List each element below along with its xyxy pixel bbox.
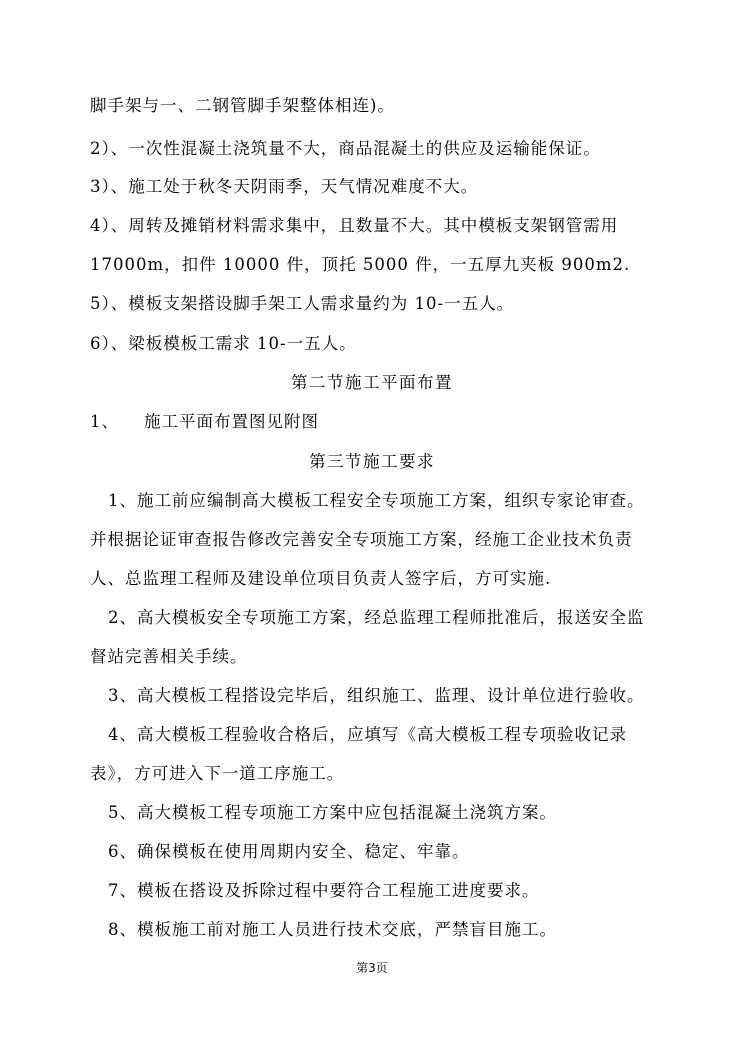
requirement-line: 2、高大模板安全专项施工方案，经总监理工程师批准后，报送安全监	[108, 608, 645, 627]
requirement-line: 4、高大模板工程验收合格后，应填写《高大模板工程专项验收记录	[108, 725, 627, 744]
requirement-line: 7、模板在搭设及拆除过程中要符合工程施工进度要求。	[108, 881, 540, 900]
paragraph-line: 4）、周转及摊销材料需求集中，且数量不大。其中模板支架钢管需用	[90, 216, 619, 235]
paragraph-line: 脚手架与一、二钢管脚手架整体相连)。	[90, 96, 395, 115]
paragraph-line: 3）、施工处于秋冬天阴雨季，天气情况难度不大。	[90, 177, 479, 196]
requirement-line: 8、模板施工前对施工人员进行技术交底，严禁盲目施工。	[108, 920, 557, 939]
requirement-line: 表》，方可进入下一道工序施工。	[90, 764, 345, 783]
requirement-line: 并根据论证审查报告修改完善安全专项施工方案，经施工企业技术负责	[90, 530, 633, 549]
requirement-line: 1、施工前应编制高大模板工程安全专项施工方案，组织专家论审查。	[108, 491, 645, 510]
requirement-line: 6、确保模板在使用周期内安全、稳定、牢靠。	[108, 842, 470, 861]
paragraph-line: 17000m，扣件 10000 件，顶托 5000 件，一五厚九夹板 900m2.	[90, 255, 631, 274]
paragraph-line: 6）、梁板模板工需求 10-一五人。	[90, 334, 357, 353]
paragraph-line: 2）、一次性混凝土浇筑量不大，商品混凝土的供应及运输能保证。	[90, 139, 601, 158]
requirement-line: 3、高大模板工程搭设完毕后，组织施工、监理、设计单位进行验收。	[108, 686, 645, 705]
paragraph-line: 1、 施工平面布置图见附图	[90, 412, 319, 431]
paragraph-line: 5）、模板支架搭设脚手架工人需求量约为 10-一五人。	[90, 294, 515, 313]
requirement-line: 人、总监理工程师及建设单位项目负责人签字后，方可实施.	[90, 569, 552, 588]
requirement-line: 督站完善相关手续。	[90, 647, 248, 666]
section-heading: 第二节施工平面布置	[291, 373, 453, 392]
requirement-line: 5、高大模板工程专项施工方案中应包括混凝土浇筑方案。	[108, 803, 557, 822]
page-number: 第3页	[356, 961, 388, 975]
section-heading: 第三节施工要求	[309, 452, 435, 471]
